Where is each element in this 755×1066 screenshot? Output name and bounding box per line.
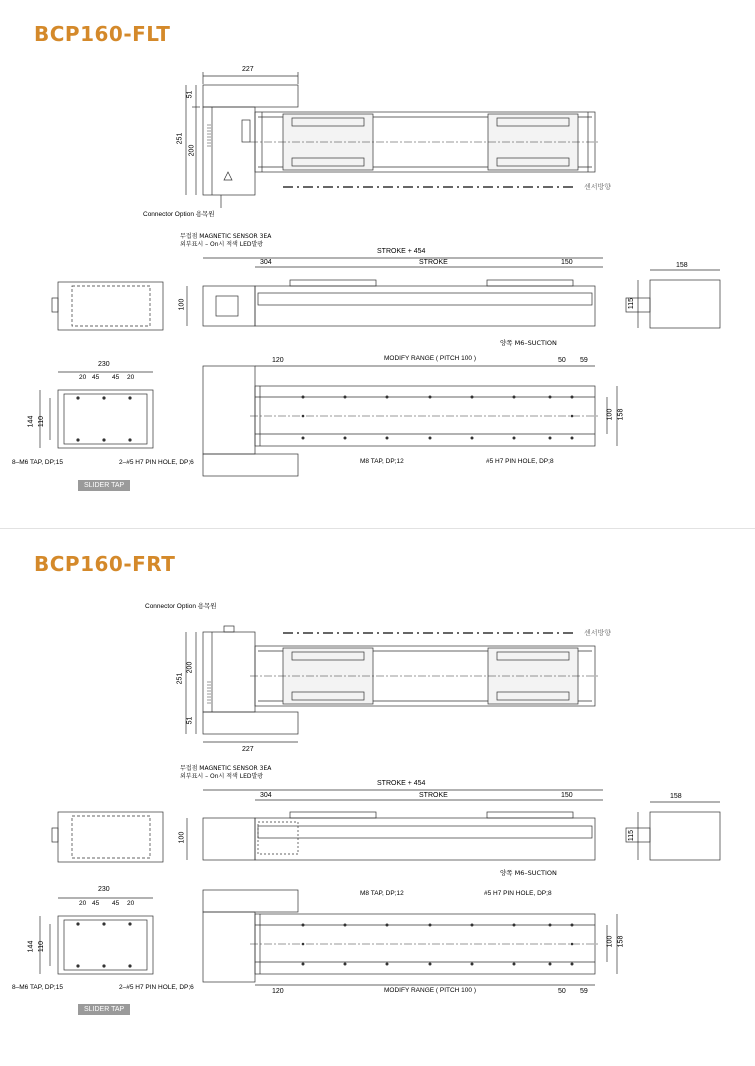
dim-120: 120 [272,357,284,364]
dim-150: 150 [561,259,573,266]
carriage-side-left [290,812,376,818]
dim-158-base: 158 [617,408,625,421]
dim-115: 115 [628,829,636,842]
sensor-note-1: 무접점 MAGNETIC SENSOR 3EA [180,233,272,240]
slider-w: 230 [98,886,110,893]
slider-d20a: 20 [79,374,87,381]
slider-d45a: 45 [92,374,100,381]
dim-width: 227 [242,746,254,753]
dim-304: 304 [260,259,272,266]
section-divider [0,528,755,529]
sensor-direction: 센서방향 [584,183,612,191]
dim-158: 158 [676,262,688,269]
slider-d45b: 45 [112,900,120,907]
stroke: STROKE [419,792,448,799]
dim-h-upper: 51 [186,90,194,99]
dim-100: 100 [178,298,186,311]
vent-slots [207,682,211,703]
dim-h-lower: 200 [188,144,196,157]
dim-h-upper: 200 [186,661,194,674]
carriage-side-right [487,812,573,818]
dim-h-total: 251 [176,132,184,145]
connector-label: Connector Option 용목원 [145,603,217,610]
stroke-total: STROKE + 454 [377,780,426,787]
section-title: BCP160-FLT [34,22,171,46]
drawing-frt [0,560,755,1060]
sensor-direction: 센서방향 [584,629,612,637]
dim-100-base: 100 [606,408,614,421]
dim-158-base: 158 [617,935,625,948]
slider-h110: 110 [38,415,46,428]
dim-100-base: 100 [606,935,614,948]
m8-tap: M8 TAP, DP;12 [360,890,404,897]
pin-hole-slider: 2–#5 H7 PIN HOLE, DP;6 [119,459,194,466]
dim-59: 59 [580,988,588,995]
slider-holes [76,922,131,967]
tap-m6: 8–M6 TAP, DP;15 [12,984,63,991]
section-title: BCP160-FRT [34,552,176,576]
dim-115: 115 [628,297,636,310]
rail-side [255,818,595,860]
slider-d45b: 45 [112,374,120,381]
dim-100: 100 [178,831,186,844]
slider-d20b: 20 [127,374,135,381]
dim-150: 150 [561,792,573,799]
motor-side [203,818,255,860]
dim-304: 304 [260,792,272,799]
dim-158: 158 [670,793,682,800]
slider-d20a: 20 [79,900,87,907]
dim-50: 50 [558,357,566,364]
slider-h110: 110 [38,940,46,953]
dim-50: 50 [558,988,566,995]
dim-h-total: 251 [176,672,184,685]
end-view-right [650,812,720,860]
slider-tap-tag: SLIDER TAP [78,1004,130,1015]
modify-range: MODIFY RANGE ( PITCH 100 ) [384,987,476,994]
pin-hole-slider: 2–#5 H7 PIN HOLE, DP;6 [119,984,194,991]
stroke-total: STROKE + 454 [377,248,426,255]
end-view-left [58,812,163,862]
sensor-note-2: 외부표시 – On시 적색 LED발광 [180,241,264,248]
motor-base [203,912,255,982]
sensor-note-1: 무접점 MAGNETIC SENSOR 3EA [180,765,272,772]
slider-h144: 144 [27,415,35,428]
slider-top [58,916,153,974]
motor-cap [203,712,298,734]
slider-w: 230 [98,361,110,368]
sensor-note-2: 외부표시 – On시 적색 LED발광 [180,773,264,780]
modify-range: MODIFY RANGE ( PITCH 100 ) [384,355,476,362]
pin-hole-base: #5 H7 PIN HOLE, DP;8 [486,458,554,465]
tap-m6: 8–M6 TAP, DP;15 [12,459,63,466]
suction-note: 양쪽 M6–SUCTION [500,339,557,347]
m8-tap: M8 TAP, DP;12 [360,458,404,465]
slider-d45a: 45 [92,900,100,907]
slider-h144: 144 [27,940,35,953]
stroke: STROKE [419,259,448,266]
base-holes [302,924,574,966]
dim-h-lower: 51 [186,716,194,725]
dim-width: 227 [242,66,254,73]
suction-note: 양쪽 M6–SUCTION [500,869,557,877]
slider-d20b: 20 [127,900,135,907]
dim-120: 120 [272,988,284,995]
connector-label: Connector Option 용목원 [143,211,215,218]
slider-tap-tag: SLIDER TAP [78,480,130,491]
dim-59: 59 [580,357,588,364]
pin-hole-base: #5 H7 PIN HOLE, DP;8 [484,890,552,897]
